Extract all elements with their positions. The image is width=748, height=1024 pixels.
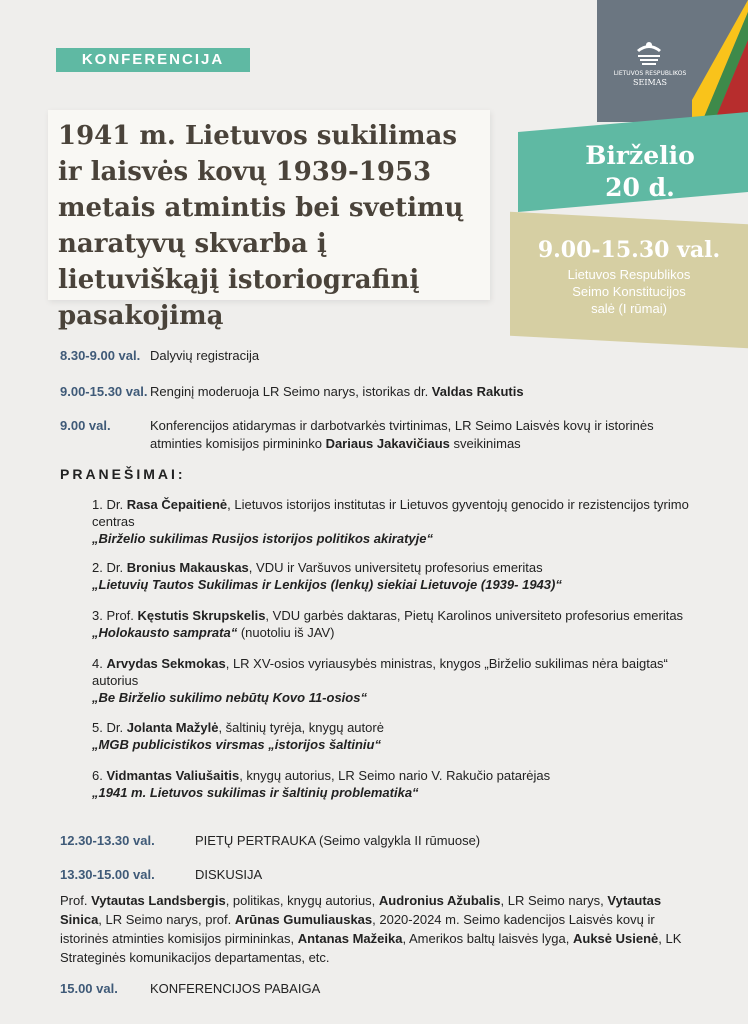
participants-text: , LR Seimo narys, (500, 893, 608, 908)
date-line2: 20 d. (605, 173, 675, 202)
speaker-desc: , šaltinių tyrėja, knygų autorė (218, 720, 384, 735)
flag-stripes (692, 0, 748, 122)
seimas-emblem-icon (634, 38, 664, 66)
time-label: 9.00-15.30 val. (60, 384, 148, 399)
seimas-logo-text (612, 70, 688, 88)
time-label: 8.30-9.00 val. (60, 348, 141, 363)
conference-band: KONFERENCIJA (56, 48, 250, 72)
participants-text: , Amerikos baltų laisvės lyga, (402, 931, 573, 946)
speaker-desc: , knygų autorius, LR Seimo nario V. Rakučio patarėjas (239, 768, 551, 783)
report-topic: „Birželio sukilimas Rusijos istorijos politikos akiratyje“ (92, 531, 433, 546)
schedule-text: Dalyvių registracija (150, 348, 260, 363)
participants-text: , LK Strateginės komunikacijos departamentas, etc. (60, 931, 682, 965)
participants-text: , politikas, knygų autorius, (225, 893, 379, 908)
logo-line2: SEIMAS (633, 78, 667, 87)
report-item (92, 655, 712, 706)
report-topic: „Holokausto samprata“ (92, 625, 238, 640)
participants-text: , 2020-2024 m. Seimo kadencijos Laisvės kovų ir istorinės atminties komisijos pirmininkas, (60, 912, 655, 946)
report-number: 1. Dr. (92, 497, 127, 512)
date-line1: Birželio (585, 141, 695, 170)
time-label: 15.00 val. (60, 981, 118, 996)
report-item (92, 767, 712, 801)
schedule-text: atminties komisijos pirmininko (150, 436, 326, 451)
participants-text: , LR Seimo narys, prof. (98, 912, 235, 927)
schedule-moderator (60, 383, 700, 401)
report-item (92, 496, 712, 547)
event-time: 9.00-15.30 val. (537, 237, 721, 263)
schedule-text: sveikinimas (449, 436, 521, 451)
schedule-text: DISKUSIJA (195, 867, 263, 882)
venue-line1: Lietuvos Respublikos (567, 267, 691, 282)
report-item (92, 607, 712, 641)
logo-line1: LIETUVOS RESPUBLIKOS (613, 70, 687, 77)
schedule-discussion (60, 866, 700, 884)
schedule-break (60, 832, 700, 850)
schedule-text: PIETŲ PERTRAUKA (Seimo valgykla II rūmuose) (195, 833, 481, 848)
venue-line2: Seimo Konstitucijos (572, 284, 686, 299)
report-note: (nuotoliu iš JAV) (237, 625, 335, 640)
venue-line3: salė (I rūmai) (591, 301, 667, 316)
report-number: 4. (92, 656, 107, 671)
speaker-name: Kęstutis Skrupskelis (137, 608, 266, 623)
participants-text: Prof. (60, 893, 92, 908)
schedule-text: Konferencijos atidarymas ir darbotvarkės tvirtinimas, LR Seimo Laisvės kovų ir istorinės (150, 418, 654, 433)
schedule-end (60, 980, 700, 998)
report-topic: „Lietuvių Tautos Sukilimas ir Lenkijos (lenkų) siekiai Lietuvoje (1939- 1943)“ (92, 577, 562, 592)
schedule-text: KONFERENCIJOS PABAIGA (150, 981, 321, 996)
reports-heading: PRANEŠIMAI: (60, 466, 186, 482)
speaker-desc: , Lietuvos istorijos institutas ir Lietuvos gyventojų genocido ir rezistencijos tyrimo centras (92, 497, 689, 529)
report-topic: „1941 m. Lietuvos sukilimas ir šaltinių problematika“ (92, 785, 419, 800)
moderator-name: Valdas Rakutis (431, 384, 524, 399)
report-topic: „Be Birželio sukilimo nebūtų Kovo 11-osios“ (92, 690, 367, 705)
speaker-desc: , VDU ir Varšuvos universitetų profesorius emeritas (248, 560, 543, 575)
participant-name: Auksė Usienė (572, 931, 659, 946)
speaker-name: Rasa Čepaitienė (126, 497, 228, 512)
schedule-registration (60, 347, 700, 365)
time-label: 12.30-13.30 val. (60, 833, 155, 848)
report-number: 6. (92, 768, 107, 783)
speaker-desc: , VDU garbės daktaras, Pietų Karolinos universiteto profesorius emeritas (265, 608, 684, 623)
time-label: 9.00 val. (60, 418, 111, 433)
speaker-name: Bronius Makauskas (126, 560, 249, 575)
participant-name: Antanas Mažeika (297, 931, 403, 946)
page-title: 1941 m. Lietuvos sukilimas ir laisvės kovų 1939-1953 metais atmintis bei svetimų naratyvų skvarba į lietuviškąjį istoriografinį pasakojimą (58, 121, 464, 331)
event-time-venue (514, 236, 744, 317)
report-number: 5. Dr. (92, 720, 127, 735)
report-number: 3. Prof. (92, 608, 138, 623)
report-number: 2. Dr. (92, 560, 127, 575)
report-item (92, 719, 712, 753)
discussion-participants (60, 891, 700, 967)
participant-name: Vytautas Landsbergis (91, 893, 226, 908)
schedule-text: Renginį moderuoja LR Seimo narys, istorikas dr. (150, 384, 432, 399)
participant-name: Arūnas Gumuliauskas (234, 912, 373, 927)
report-item (92, 559, 712, 593)
schedule-opening (60, 417, 700, 453)
participant-name: Audronius Ažubalis (378, 893, 501, 908)
speaker-name: Vidmantas Valiušaitis (106, 768, 240, 783)
speaker-name: Jolanta Mažylė (126, 720, 219, 735)
time-label: 13.30-15.00 val. (60, 867, 155, 882)
participant-name: Vytautas Sinica (60, 893, 662, 927)
chair-name: Dariaus Jakavičiaus (325, 436, 450, 451)
speaker-desc: , LR XV-osios vyriausybės ministras, knygos „Birželio sukilimas nėra baigtas“ autorius (92, 656, 668, 688)
report-topic: „MGB publicistikos virsmas „istorijos šaltiniu“ (92, 737, 381, 752)
event-date (550, 140, 730, 204)
speaker-name: Arvydas Sekmokas (106, 656, 226, 671)
